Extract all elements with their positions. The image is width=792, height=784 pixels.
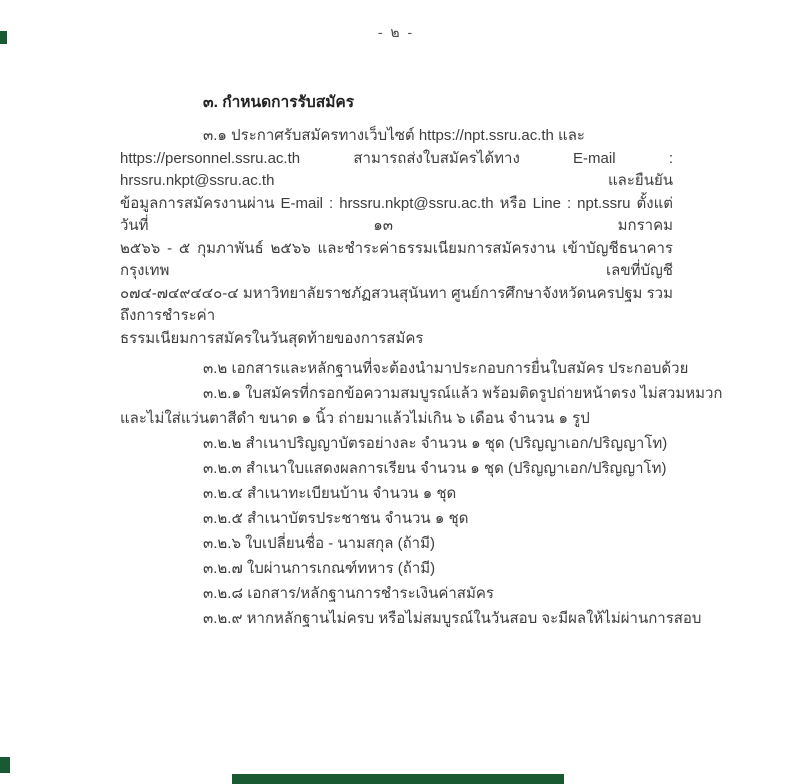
list-item: ๓.๒.๖ ใบเปลี่ยนชื่อ - นามสกุล (ถ้ามี) — [203, 535, 435, 552]
text-line: ๓.๑ ประกาศรับสมัครทางเว็บไซต์ https://npt.ssru.ac.th และ — [203, 127, 585, 144]
scan-artifact-bottom-left — [0, 757, 10, 773]
list-item: ๓.๒.๒ สำเนาปริญญาบัตรอย่างละ จำนวน ๑ ชุด (ปริญญาเอก/ปริญญาโท) — [203, 435, 668, 452]
page-number: - ๒ - — [377, 24, 415, 40]
list-item: ๓.๒.๔ สำเนาทะเบียนบ้าน จำนวน ๑ ชุด — [203, 485, 457, 502]
list-item: ๓.๒.๕ สำเนาบัตรประชาชน จำนวน ๑ ชุด — [203, 510, 469, 527]
text-line: https://personnel.ssru.ac.th สามารถส่งใบสมัครได้ทาง E-mail : hrssru.nkpt@ssru.ac.th และยืนยัน — [120, 149, 673, 189]
scan-artifact-top-left — [0, 31, 7, 44]
document-body — [120, 92, 723, 631]
list-item: ๓.๒.๘ เอกสาร/หลักฐานการชำระเงินค่าสมัคร — [203, 585, 494, 602]
text-line: ข้อมูลการสมัครงานผ่าน E-mail : hrssru.nkpt@ssru.ac.th หรือ Line : npt.ssru ตั้งแต่วันที่ ๑๓ มกราคม — [120, 194, 673, 234]
text-line: ๓.๒ เอกสารและหลักฐานที่จะต้องนำมาประกอบการยื่นใบสมัคร ประกอบด้วย — [203, 360, 689, 377]
list-item-continuation: และไม่ใส่แว่นตาสีดำ ขนาด ๑ นิ้ว ถ่ายมาแล้วไม่เกิน ๖ เดือน จำนวน ๑ รูป — [120, 410, 590, 427]
section-heading: ๓. กำหนดการรับสมัคร — [203, 94, 355, 111]
list-item: ๓.๒.๗ ใบผ่านการเกณฑ์ทหาร (ถ้ามี) — [203, 560, 436, 577]
text-line: ๒๕๖๖ - ๕ กุมภาพันธ์ ๒๕๖๖ และชำระค่าธรรมเนียมการสมัครงาน เข้าบัญชีธนาคารกรุงเทพ เลขที่บัญชี — [120, 239, 673, 279]
text-line: ธรรมเนียมการสมัครในวันสุดท้ายของการสมัคร — [120, 329, 424, 347]
scan-artifact-bottom-bar — [232, 774, 564, 784]
list-item: ๓.๒.๑ ใบสมัครที่กรอกข้อความสมบูรณ์แล้ว พร้อมติดรูปถ่ายหน้าตรง ไม่สวมหมวก — [203, 385, 723, 402]
list-item: ๓.๒.๙ หากหลักฐานไม่ครบ หรือไม่สมบูรณ์ในวันสอบ จะมีผลให้ไม่ผ่านการสอบ — [203, 610, 702, 627]
text-line: ๐๗๔-๗๔๙๔๔๐-๔ มหาวิทยาลัยราชภัฏสวนสุนันทา ศูนย์การศึกษาจังหวัดนครปฐม รวมถึงการชำระค่า — [120, 284, 673, 324]
list-item: ๓.๒.๓ สำเนาใบแสดงผลการเรียน จำนวน ๑ ชุด (ปริญญาเอก/ปริญญาโท) — [203, 460, 667, 477]
